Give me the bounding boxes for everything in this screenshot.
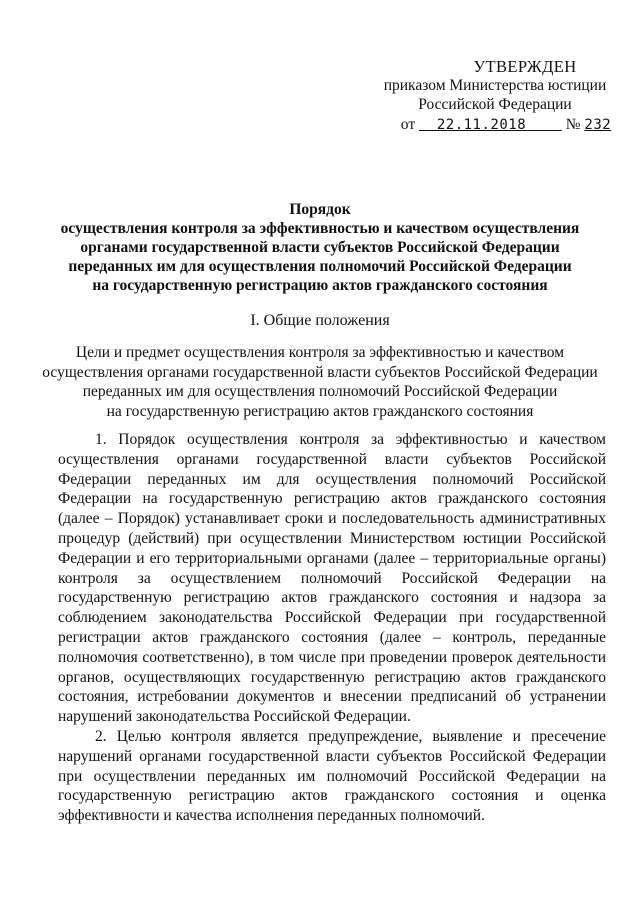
- title-line-2: осуществления контроля за эффективностью и качеством осуществления: [60, 220, 580, 237]
- approval-ministry-line: Российской Федерации: [418, 96, 572, 113]
- order-number: 232: [584, 117, 612, 133]
- approval-stamp: [350, 57, 640, 135]
- section-heading: I. Общие положения: [250, 312, 390, 329]
- date-prefix: от: [400, 116, 416, 133]
- approval-date-number: [350, 115, 640, 135]
- title-line-4: переданных им для осуществления полномочий Российской Федерации: [68, 258, 572, 275]
- title-line-5: на государственную регистрацию актов гражданского состояния: [92, 277, 548, 294]
- approval-order-line: приказом Министерства юстиции: [383, 77, 607, 94]
- document-title: [40, 200, 600, 295]
- title-line-3: органами государственной власти субъектов Российской Федерации: [80, 239, 560, 256]
- approved-label: УТВЕРЖДЕН: [473, 57, 577, 76]
- subsection-line-4: на государственную регистрацию актов гражданского состояния: [106, 402, 534, 420]
- subsection-line-1: Цели и предмет осуществления контроля за эффективностью и качеством: [75, 344, 565, 361]
- order-date: 22.11.2018: [436, 117, 527, 133]
- subsection-line-3: переданных им для осуществления полномочий Российской Федерации: [82, 383, 558, 400]
- body-text: [58, 430, 606, 826]
- subsection-heading: [40, 343, 600, 421]
- number-sign: №: [565, 116, 581, 133]
- paragraph-2: 2. Целью контроля является предупреждение, выявление и пресечение нарушений органами государственной власти субъектов Российской Федерации при осуществлении переданных им полномочий Российской Федерации на государственную регистрацию актов гражданского состояния и оценка эффективности и качества исполнения переданных полномочий.: [58, 727, 606, 825]
- subsection-line-2: осуществления органами государственной власти субъектов Российской Федерации: [42, 363, 598, 381]
- paragraph-1: 1. Порядок осуществления контроля за эффективностью и качеством осуществления органами государственной власти субъектов Российской Федерации переданных им для осуществления полномочий Российской Федерации на государственную регистрацию актов гражданского состояния (далее – Порядок) устанавливает сроки и последовательность административных процедур (действий) при осуществлении Министерством юстиции Российской Федерации и его территориальными органами (далее – территориальные органы) контроля за осуществлением полномочий Российской Федерации на государственную регистрацию актов гражданского состояния и надзора за соблюдением законодательства Российской Федерации при государственной регистрации актов гражданского состояния (далее – контроль, переданные полномочия соответственно), в том числе при проведении проверок деятельности органов, осуществляющих государственную регистрацию актов гражданского состояния, истребовании документов и внесении предписаний об устранении нарушений законодательства Российской Федерации.: [58, 431, 606, 726]
- title-line-1: Порядок: [289, 201, 351, 218]
